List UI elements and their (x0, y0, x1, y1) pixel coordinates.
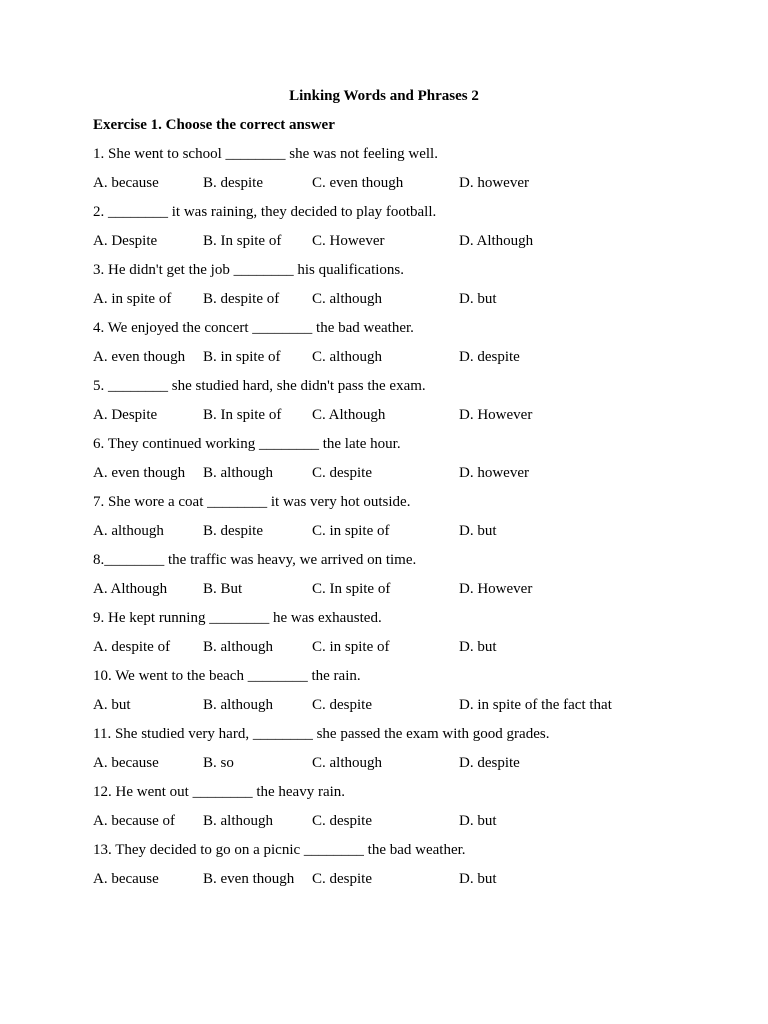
option-d: D. in spite of the fact that (459, 697, 612, 713)
answer-options (93, 579, 713, 608)
option-a: A. Although (93, 581, 168, 597)
option-d: D. despite (459, 349, 520, 365)
question-item (93, 260, 713, 318)
question-item (93, 666, 713, 724)
option-b: B. In spite of (203, 233, 282, 249)
option-d: D. however (459, 175, 529, 191)
question-text: 1. She went to school ________ she was not feeling well. (93, 146, 438, 162)
question-text: 10. We went to the beach ________ the rain. (93, 668, 361, 684)
option-d: D. However (459, 407, 533, 423)
option-c: C. although (312, 291, 382, 307)
question-text: 5. ________ she studied hard, she didn't pass the exam. (93, 378, 426, 394)
question-item (93, 550, 713, 608)
answer-options (93, 695, 713, 724)
option-a: A. because (93, 175, 159, 191)
question-item (93, 724, 713, 782)
question-item (93, 608, 713, 666)
question-list (93, 144, 713, 898)
question-item (93, 434, 713, 492)
option-b: B. although (203, 813, 273, 829)
option-a: A. in spite of (93, 291, 172, 307)
question-item (93, 202, 713, 260)
option-b: B. so (203, 755, 234, 771)
option-a: A. because (93, 755, 159, 771)
question-item (93, 492, 713, 550)
option-d: D. despite (459, 755, 520, 771)
option-c: C. although (312, 349, 382, 365)
answer-options (93, 347, 713, 376)
answer-options (93, 405, 713, 434)
option-c: C. despite (312, 813, 372, 829)
answer-options (93, 811, 713, 840)
question-text: 9. He kept running ________ he was exhausted. (93, 610, 382, 626)
option-a: A. despite of (93, 639, 171, 655)
option-d: D. but (459, 523, 497, 539)
answer-options (93, 289, 713, 318)
option-d: D. However (459, 581, 533, 597)
option-a: A. but (93, 697, 131, 713)
option-b: B. although (203, 465, 273, 481)
option-c: C. Although (312, 407, 386, 423)
question-text: 2. ________ it was raining, they decided to play football. (93, 204, 437, 220)
question-text: 4. We enjoyed the concert ________ the bad weather. (93, 320, 414, 336)
answer-options (93, 173, 713, 202)
option-c: C. despite (312, 697, 372, 713)
question-text: 3. He didn't get the job ________ his qualifications. (93, 262, 404, 278)
option-a: A. even though (93, 349, 186, 365)
option-b: B. in spite of (203, 349, 281, 365)
answer-options (93, 637, 713, 666)
question-text: 11. She studied very hard, ________ she passed the exam with good grades. (93, 726, 550, 742)
option-c: C. in spite of (312, 639, 390, 655)
answer-options (93, 231, 713, 260)
option-c: C. although (312, 755, 382, 771)
option-a: A. although (93, 523, 164, 539)
option-c: C. despite (312, 871, 372, 887)
option-d: D. but (459, 813, 497, 829)
option-d: D. Although (459, 233, 534, 249)
question-item (93, 144, 713, 202)
option-a: A. Despite (93, 407, 158, 423)
option-c: C. despite (312, 465, 372, 481)
option-b: B. despite (203, 523, 263, 539)
option-b: B. even though (203, 871, 295, 887)
option-b: B. despite of (203, 291, 280, 307)
answer-options (93, 521, 713, 550)
option-d: D. however (459, 465, 529, 481)
answer-options (93, 869, 713, 898)
question-text: 12. He went out ________ the heavy rain. (93, 784, 346, 800)
option-a: A. because of (93, 813, 176, 829)
question-text: 8.________ the traffic was heavy, we arrived on time. (93, 552, 417, 568)
option-c: C. In spite of (312, 581, 391, 597)
exercise-heading: Exercise 1. Choose the correct answer (93, 117, 335, 133)
option-a: A. Despite (93, 233, 158, 249)
question-item (93, 318, 713, 376)
option-d: D. but (459, 639, 497, 655)
document-title: Linking Words and Phrases 2 (289, 88, 479, 104)
option-c: C. However (312, 233, 385, 249)
question-item (93, 782, 713, 840)
question-text: 13. They decided to go on a picnic ________ the bad weather. (93, 842, 466, 858)
option-b: B. although (203, 697, 273, 713)
answer-options (93, 753, 713, 782)
question-text: 7. She wore a coat ________ it was very hot outside. (93, 494, 411, 510)
option-d: D. but (459, 291, 497, 307)
question-item (93, 840, 713, 898)
option-c: C. in spite of (312, 523, 390, 539)
question-item (93, 376, 713, 434)
answer-options (93, 463, 713, 492)
option-c: C. even though (312, 175, 404, 191)
option-a: A. because (93, 871, 159, 887)
option-b: B. although (203, 639, 273, 655)
option-a: A. even though (93, 465, 186, 481)
option-b: B. despite (203, 175, 263, 191)
option-d: D. but (459, 871, 497, 887)
option-b: B. In spite of (203, 407, 282, 423)
option-b: B. But (203, 581, 243, 597)
question-text: 6. They continued working ________ the late hour. (93, 436, 401, 452)
